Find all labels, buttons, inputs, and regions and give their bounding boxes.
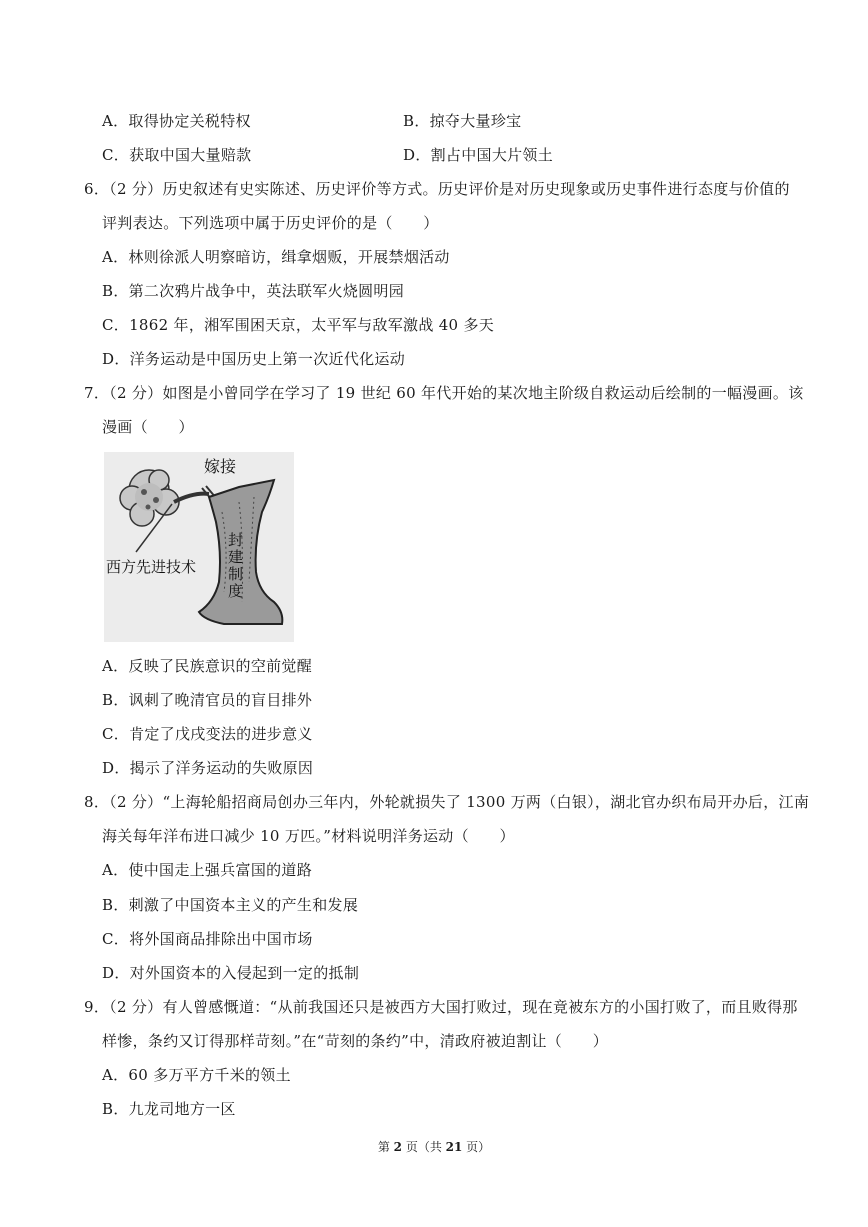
q7-option-b: B．讽刺了晚清官员的盲目排外 — [102, 691, 313, 709]
footer-middle: 页（共 — [402, 1140, 446, 1154]
q6-option-b: B．第二次鸦片战争中，英法联军火烧圆明园 — [102, 282, 405, 300]
q7-option-a: A．反映了民族意识的空前觉醒 — [102, 657, 313, 675]
q6-option-d: D．洋务运动是中国历史上第一次近代化运动 — [102, 350, 406, 368]
label-feudal-char-3: 制 — [228, 565, 244, 583]
q9-stem-line1: 9．（2 分）有人曾感慨道：“从前我国还只是被西方大国打败过，现在竟被东方的小国打败了，而且败得那 — [84, 998, 798, 1016]
label-feudal-char-1: 封 — [228, 531, 244, 549]
footer-page-number: 2 — [393, 1140, 402, 1154]
q6-stem-line1: 6．（2 分）历史叙述有史实陈述、历史评价等方式。历史评价是对历史现象或历史事件进行态度与价值的 — [84, 180, 790, 198]
q8-option-a: A．使中国走上强兵富国的道路 — [102, 861, 313, 879]
q8-option-d: D．对外国资本的入侵起到一定的抵制 — [102, 964, 360, 982]
cartoon-drawing — [104, 452, 294, 642]
footer-suffix: 页） — [462, 1140, 491, 1154]
label-feudal-system — [228, 532, 243, 600]
q7-stem-line2: 漫画（ ） — [102, 418, 194, 436]
q8-stem-line1: 8．（2 分）“上海轮船招商局创办三年内，外轮就损失了 1300 万两（白银），湖北官办织布局开办后，江南 — [84, 793, 810, 811]
q9-stem-line2: 样惨，条约又订得那样苛刻。”在“苛刻的条约”中，清政府被迫割让（ ） — [102, 1032, 609, 1050]
label-western-technology: 西方先进技术 — [106, 558, 197, 576]
q5-option-c: C．获取中国大量赔款 — [102, 146, 252, 164]
q7-option-c: C．肯定了戊戌变法的进步意义 — [102, 725, 313, 743]
label-feudal-char-4: 度 — [228, 582, 244, 600]
western-technology-flower — [120, 470, 179, 526]
q8-option-b: B．刺激了中国资本主义的产生和发展 — [102, 896, 359, 914]
q8-stem-line2: 海关每年洋布进口减少 10 万匹。”材料说明洋务运动（ ） — [102, 827, 515, 845]
q7-cartoon-figure — [104, 452, 294, 642]
q9-option-a: A．60 多万平方千米的领土 — [102, 1066, 291, 1084]
label-graft: 嫁接 — [204, 457, 237, 476]
q6-option-c: C．1862 年，湘军围困天京，太平军与敌军激战 40 多天 — [102, 316, 495, 334]
q7-option-d: D．揭示了洋务运动的失败原因 — [102, 759, 314, 777]
graft-branch — [174, 494, 209, 502]
q5-option-a: A．取得协定关税特权 — [102, 112, 251, 130]
footer-prefix: 第 — [377, 1140, 394, 1154]
q6-stem-line2: 评判表达。下列选项中属于历史评价的是（ ） — [102, 214, 439, 232]
q5-option-b: B．掠夺大量珍宝 — [403, 112, 522, 130]
page-footer — [0, 1138, 868, 1156]
q5-option-d: D．割占中国大片领土 — [403, 146, 554, 164]
label-feudal-char-2: 建 — [228, 548, 244, 566]
q9-option-b: B．九龙司地方一区 — [102, 1100, 236, 1118]
footer-total-pages: 21 — [445, 1140, 463, 1154]
q7-stem-line1: 7．（2 分）如图是小曾同学在学习了 19 世纪 60 年代开始的某次地主阶级自救运动后绘制的一幅漫画。该 — [84, 384, 804, 402]
q6-option-a: A．林则徐派人明察暗访，缉拿烟贩，开展禁烟活动 — [102, 248, 450, 266]
q8-option-c: C．将外国商品排除出中国市场 — [102, 930, 313, 948]
